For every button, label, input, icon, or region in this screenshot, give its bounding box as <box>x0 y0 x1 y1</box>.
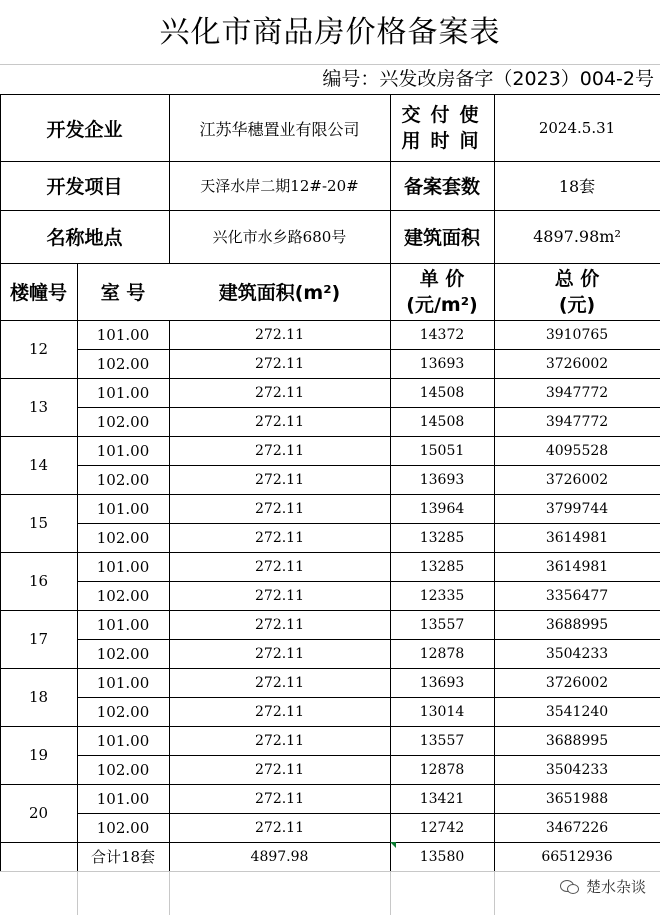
cell-unit-price: 13014 <box>419 703 465 720</box>
col-area: 建筑面积(m²) <box>218 282 341 304</box>
cell-total: 3356477 <box>545 587 609 604</box>
cell-area: 272.11 <box>255 413 304 430</box>
cell-total: 3614981 <box>545 558 609 575</box>
cell-area: 272.11 <box>255 326 304 343</box>
cell-total: 3688995 <box>545 616 609 633</box>
cell-total: 3947772 <box>545 413 609 430</box>
location-value: 兴化市水乡路680号 <box>212 228 347 246</box>
cell-area: 272.11 <box>255 616 304 633</box>
cell-unit-price: 12878 <box>419 761 465 778</box>
watermark-text: 楚水杂谈 <box>585 878 646 896</box>
building-number: 15 <box>28 514 49 532</box>
cell-total: 4095528 <box>545 442 609 459</box>
cell-area: 272.11 <box>255 645 304 662</box>
cell-room: 101.00 <box>96 325 150 344</box>
col-building: 楼幢号 <box>9 282 67 304</box>
cell-unit-price: 12878 <box>419 645 465 662</box>
cell-room: 102.00 <box>96 760 150 779</box>
building-number: 20 <box>28 804 49 822</box>
cell-area: 272.11 <box>255 384 304 401</box>
building-number: 17 <box>28 630 49 648</box>
cell-unit-price: 13285 <box>419 558 465 575</box>
total-price-sum: 66512936 <box>541 848 613 865</box>
cell-area: 272.11 <box>255 471 304 488</box>
cell-area: 272.11 <box>255 587 304 604</box>
cell-room: 102.00 <box>96 470 150 489</box>
cell-total: 3614981 <box>545 529 609 546</box>
total-unit-price: 13580 <box>419 848 465 865</box>
grid-line <box>494 871 495 915</box>
cell-area: 272.11 <box>255 529 304 546</box>
project-label: 开发项目 <box>46 176 123 198</box>
cell-unit-price: 13557 <box>419 616 465 633</box>
cell-area: 272.11 <box>255 500 304 517</box>
filing-number: 编号：兴发改房备字（2023）004-2号 <box>322 68 654 90</box>
cell-unit-price: 13285 <box>419 529 465 546</box>
cell-room: 102.00 <box>96 354 150 373</box>
cell-total: 3799744 <box>545 500 609 517</box>
cell-total: 3651988 <box>545 790 609 807</box>
grid-line <box>77 871 78 915</box>
cell-area: 272.11 <box>255 355 304 372</box>
cell-total: 3726002 <box>545 471 609 488</box>
cell-unit-price: 13693 <box>419 471 465 488</box>
cell-unit-price: 13693 <box>419 674 465 691</box>
grid-line <box>169 871 170 915</box>
cell-total: 3541240 <box>545 703 609 720</box>
cell-room: 102.00 <box>96 644 150 663</box>
total-area: 4897.98 <box>250 848 309 865</box>
grid-line <box>0 871 660 872</box>
cell-area: 272.11 <box>255 703 304 720</box>
cell-room: 102.00 <box>96 702 150 721</box>
developer-value: 江苏华穗置业有限公司 <box>199 119 360 139</box>
cell-unit-price: 12335 <box>419 587 465 604</box>
area-label: 建筑面积 <box>403 227 480 249</box>
building-number: 19 <box>28 746 49 764</box>
cell-room: 102.00 <box>96 528 150 547</box>
cell-total: 3726002 <box>545 674 609 691</box>
cell-room: 101.00 <box>96 499 150 518</box>
units-label: 备案套数 <box>403 176 480 198</box>
cell-area: 272.11 <box>255 732 304 749</box>
cell-area: 272.11 <box>255 558 304 575</box>
cell-area: 272.11 <box>255 761 304 778</box>
cell-room: 101.00 <box>96 615 150 634</box>
grid-line <box>0 64 660 65</box>
building-number: 12 <box>28 340 49 358</box>
cell-total: 3726002 <box>545 355 609 372</box>
cell-total: 3947772 <box>545 384 609 401</box>
watermark <box>560 876 646 897</box>
cell-room: 102.00 <box>96 412 150 431</box>
cell-area: 272.11 <box>255 819 304 836</box>
cell-room: 102.00 <box>96 586 150 605</box>
cell-room: 101.00 <box>96 673 150 692</box>
cell-area: 272.11 <box>255 790 304 807</box>
building-number: 16 <box>28 572 49 590</box>
cell-unit-price: 14508 <box>419 413 465 430</box>
cell-room: 101.00 <box>96 731 150 750</box>
wechat-icon <box>560 879 580 895</box>
delivery-label: 交付使用时间 <box>401 104 489 152</box>
area-value: 4897.98m² <box>533 227 621 246</box>
cell-unit-price: 13557 <box>419 732 465 749</box>
cell-unit-price: 15051 <box>419 442 465 459</box>
building-number: 14 <box>28 456 49 474</box>
total-label: 合计18套 <box>90 848 156 866</box>
page-title: 兴化市商品房价格备案表 <box>159 15 501 50</box>
cell-total: 3467226 <box>545 819 609 836</box>
location-label: 名称地点 <box>46 227 123 249</box>
col-room: 室 号 <box>100 282 146 304</box>
developer-label: 开发企业 <box>46 118 123 141</box>
building-number: 13 <box>28 398 49 416</box>
col-unit-price: 单 价(元/m²) <box>406 267 478 316</box>
cell-total: 3504233 <box>545 645 609 662</box>
cell-unit-price: 12742 <box>419 819 465 836</box>
grid-line <box>390 871 391 915</box>
cell-unit-price: 13421 <box>419 790 465 807</box>
building-number: 18 <box>28 688 49 706</box>
units-value: 18套 <box>558 177 596 196</box>
cell-total: 3504233 <box>545 761 609 778</box>
cell-area: 272.11 <box>255 442 304 459</box>
col-total-price: 总 价(元) <box>554 267 600 316</box>
cell-unit-price: 14372 <box>419 326 465 343</box>
cell-total: 3688995 <box>545 732 609 749</box>
cell-room: 101.00 <box>96 789 150 808</box>
cell-room: 101.00 <box>96 441 150 460</box>
cell-unit-price: 13693 <box>419 355 465 372</box>
cell-room: 102.00 <box>96 818 150 837</box>
cell-unit-price: 14508 <box>419 384 465 401</box>
cell-room: 101.00 <box>96 383 150 402</box>
delivery-value: 2024.5.31 <box>538 119 616 137</box>
cell-room: 101.00 <box>96 557 150 576</box>
project-value: 天泽水岸二期12#-20# <box>200 177 359 195</box>
cell-unit-price: 13964 <box>419 500 465 517</box>
cell-area: 272.11 <box>255 674 304 691</box>
cell-total: 3910765 <box>545 326 609 343</box>
